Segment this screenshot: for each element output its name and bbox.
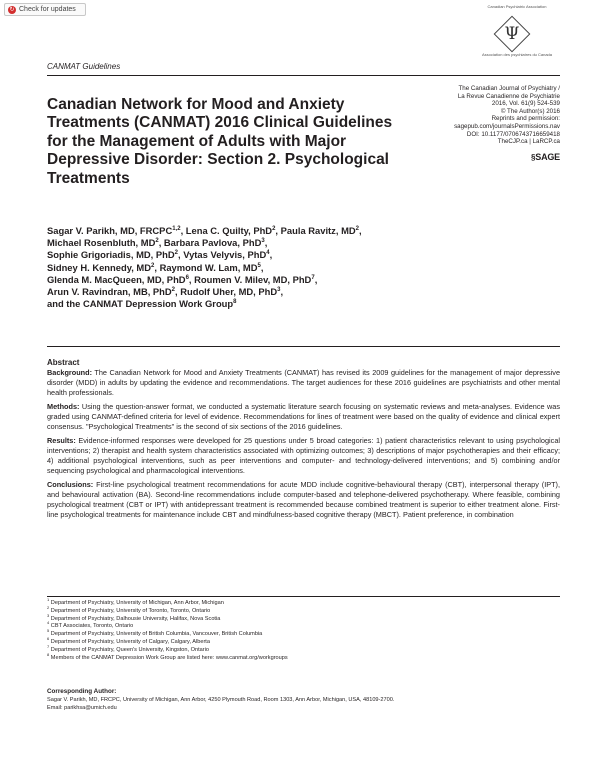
affiliation-marker: 4 bbox=[266, 250, 270, 257]
abstract-heading: Abstract bbox=[47, 358, 80, 367]
check-for-updates-badge[interactable] bbox=[4, 3, 86, 16]
affiliation-marker: 2 bbox=[155, 238, 159, 245]
article-title: Canadian Network for Mood and Anxiety Treatments (CANMAT) 2016 Clinical Guidelines for the Management of Adults with Major Depressive Disorder: Section 2. Psychological Treatments bbox=[47, 96, 393, 187]
author-name[interactable]: Arun V. Ravindran, MB, PhD bbox=[47, 286, 172, 298]
author-name[interactable]: Roumen V. Milev, MD, PhD bbox=[194, 273, 312, 285]
update-icon: ↻ bbox=[9, 6, 15, 13]
author-name[interactable]: Glenda M. MacQueen, MD, PhD bbox=[47, 273, 186, 285]
author-line: Sophie Grigoriadis, MD, PhD$^2$, Vytas Velyvis, PhD$^4$, bbox=[47, 249, 273, 261]
footnote-text: Department of Psychiatry, University of Michigan, Ann Arbor, Michigan bbox=[50, 600, 224, 606]
logo-top-text: Canadian Psychiatric Association bbox=[487, 4, 547, 9]
affiliation-marker: 1,2 bbox=[172, 225, 181, 232]
journal-info-line: TheCJP.ca | LaRCP.ca bbox=[497, 138, 560, 146]
abstract-body bbox=[47, 368, 560, 524]
author-line: Michael Rosenbluth, $MD^2$, Barbara Pavlova, PhD$^3$, bbox=[47, 237, 268, 249]
footnote-marker: 2 bbox=[47, 604, 50, 610]
footnote bbox=[47, 604, 560, 616]
author-name[interactable]: Raymond W. Lam, MD bbox=[159, 261, 258, 273]
sage-logo bbox=[490, 152, 560, 162]
sage-symbol-icon: § bbox=[531, 153, 536, 162]
journal-info-line: © The Author(s) 2016 bbox=[500, 107, 560, 115]
author-name[interactable]: Sidney H. Kennedy, MD bbox=[47, 261, 152, 273]
journal-info-line: sagepub.com/journalsPermissions.nav bbox=[454, 122, 560, 130]
footnote-marker: 5 bbox=[47, 628, 50, 634]
journal-info-line: La Revue Canadienne de Psychiatrie bbox=[457, 92, 560, 100]
journal-info-line: 2016, Vol. 61(9) 524-539 bbox=[491, 100, 560, 108]
footnote-text: Department of Psychiatry, University of British Columbia, Vancouver, British Columbia bbox=[50, 631, 263, 638]
footnote-text: Department of Psychiatry, Queen's University, Kingston, Ontario bbox=[50, 646, 209, 653]
author-line: Arun V. Ravindran, MB, PhD$^2$, Rudolf Uher, MD, PhD$^3$, bbox=[47, 286, 284, 298]
footnote bbox=[47, 643, 560, 655]
footnote-marker: 1 bbox=[47, 597, 50, 603]
footnote-marker: 7 bbox=[47, 643, 50, 649]
author-name[interactable]: Lena C. Quilty, PhD bbox=[185, 225, 273, 236]
abstract-text: First-line psychological treatment recommendations for acute MDD include cognitive-behavioural therapy (CBT), interpersonal therapy (IPT), and behavioural activation (BA). Second-line recommendations include computer-based and telephone-delivered psychotherapy. Where feasible, combining psychological treatment (CBT or IPT) with antidepressant treatment is recommended because combined treatment is superior to either treatment alone. First-line psychological treatments for maintenance include CBT and mindfulness-based cognitive therapy (MBCT). Patient preference, in combination bbox=[47, 479, 560, 520]
abstract-section bbox=[47, 402, 560, 433]
footnote-divider bbox=[47, 596, 560, 597]
author-name[interactable]: Sophie Grigoriadis, MD, PhD bbox=[47, 249, 175, 261]
journal-info-line: Reprints and permission: bbox=[491, 115, 560, 123]
corresponding-email[interactable]: Email: parikhsa@umich.edu bbox=[47, 704, 117, 711]
footnote-marker: 6 bbox=[47, 636, 50, 642]
psi-icon: Ψ bbox=[504, 24, 520, 44]
author-name[interactable]: Barbara Pavlova, PhD bbox=[163, 237, 262, 249]
author-line: Sagar V. Parikh, MD, FRCPC$^{1,2}$, Lena C. Quilty, PhD$^2$, Paula Ravitz, $MD^2$, bbox=[47, 225, 362, 236]
badge-label: Check for updates bbox=[19, 6, 76, 13]
author-name[interactable]: and the CANMAT Depression Work Group bbox=[47, 298, 234, 310]
affiliation-marker: 2 bbox=[272, 225, 276, 232]
author-line bbox=[47, 298, 567, 310]
abstract-label: Background: bbox=[47, 368, 92, 377]
footnote-text: Department of Psychiatry, Dalhousie University, Halifax, Nova Scotia bbox=[50, 615, 221, 622]
footnote-marker: 8 bbox=[47, 651, 50, 657]
footnote-text: Department of Psychiatry, University of Toronto, Toronto, Ontario bbox=[50, 607, 211, 614]
journal-info bbox=[400, 85, 560, 146]
footnote-text: Members of the CANMAT Depression Work Group are listed here: www.canmat.org/workgroups bbox=[50, 654, 288, 661]
author-name[interactable]: Rudolf Uher, MD, PhD bbox=[180, 286, 278, 298]
author-name[interactable]: Paula Ravitz, MD bbox=[280, 225, 356, 236]
footnote bbox=[47, 651, 560, 663]
header-divider bbox=[47, 75, 560, 76]
author-name[interactable]: Sagar V. Parikh, MD, FRCPC bbox=[47, 225, 173, 236]
affiliation-marker: 7 bbox=[311, 274, 315, 281]
author-list bbox=[47, 225, 567, 310]
footnote-marker: 3 bbox=[47, 612, 50, 618]
affiliation-marker: 8 bbox=[233, 299, 237, 306]
affiliation-marker: 6 bbox=[185, 274, 189, 281]
journal-info-line: The Canadian Journal of Psychiatry / bbox=[458, 85, 560, 92]
footnote bbox=[47, 597, 560, 608]
affiliation-footnotes bbox=[47, 597, 560, 662]
affiliation-marker: 5 bbox=[257, 262, 261, 269]
affiliation-marker: 2 bbox=[171, 286, 176, 293]
footnote-marker: 4 bbox=[47, 620, 50, 626]
affiliation-marker: 2 bbox=[151, 262, 155, 269]
abstract-section bbox=[47, 480, 560, 521]
corresponding-author-details bbox=[47, 697, 560, 713]
abstract-text: Using the question-answer format, we conducted a systematic literature search focusing on systematic reviews and meta-analyses. Evidence was graded using CANMAT-defined criteria for level of evidence. Recommendations for lines of treatment were based on the quality of evidence and clinical expert consensus. "Psychological Treatments" is the second of six sections of the 2016 guidelines. bbox=[47, 401, 561, 432]
abstract-label: Methods: bbox=[47, 401, 80, 411]
sage-name: SAGE bbox=[535, 152, 560, 162]
affiliation-marker: 2 bbox=[355, 225, 360, 232]
author-line: Sidney H. Kennedy, $MD^2$, Raymond W. Lam, $MD^5$, bbox=[47, 261, 264, 273]
abstract-label: Conclusions: bbox=[47, 479, 94, 489]
abstract-divider bbox=[47, 346, 560, 347]
footnote bbox=[47, 636, 560, 647]
abstract-section bbox=[47, 368, 560, 399]
abstract-section bbox=[47, 436, 560, 477]
affiliation-marker: 2 bbox=[174, 250, 178, 257]
corresponding-address: Sagar V. Parikh, MD, FRCPC, University of Michigan, Ann Arbor, 4250 Plymouth Road, Room 1303, Ann Arbor, Michigan, USA, 48109-2700. bbox=[47, 697, 395, 703]
abstract-text: The Canadian Network for Mood and Anxiety Treatments (CANMAT) has revised its 2009 guidelines for the management of major depressive disorder (MDD) in adults by updating the evidence and recommendations. The target audiences for these 2016 guidelines are psychiatrists and other mental health professionals. bbox=[47, 368, 560, 398]
author-name[interactable]: Michael Rosenbluth, MD bbox=[47, 237, 156, 249]
author-name[interactable]: Vytas Velyvis, PhD bbox=[183, 249, 267, 261]
journal-info-line: DOI: 10.1177/0706743716659418 bbox=[466, 130, 560, 138]
footnote-text: Department of Psychiatry, University of Calgary, Calgary, Alberta bbox=[50, 638, 210, 645]
abstract-text: Evidence-informed responses were developed for 25 questions under 5 broad categories: 1) patient characteristics relevant to using psychological interventions; 2) therapist and health system characteristics associated with optimizing outcomes; 3) descriptions of major psychotherapies and their efficacy; 4) additional psychological interventions, such as peer interventions and computer- and technology-delivered interventions; and 5) combining and/or sequencing psychological and pharmacological interventions. bbox=[47, 435, 560, 476]
footnote-text: CBT Associates, Toronto, Ontario bbox=[50, 623, 134, 630]
logo-bottom-text: Association des psychiatres du Canada bbox=[481, 52, 553, 57]
affiliation-marker: 3 bbox=[277, 286, 281, 293]
affiliation-marker: 3 bbox=[261, 238, 265, 245]
abstract-label: Results: bbox=[47, 435, 76, 445]
corresponding-author-heading: Corresponding Author: bbox=[47, 688, 117, 695]
running-head: CANMAT Guidelines bbox=[47, 62, 121, 71]
author-line: Glenda M. MacQueen, MD, PhD$^6$, Roumen V. Milev, MD, PhD$^7$, bbox=[47, 273, 318, 285]
